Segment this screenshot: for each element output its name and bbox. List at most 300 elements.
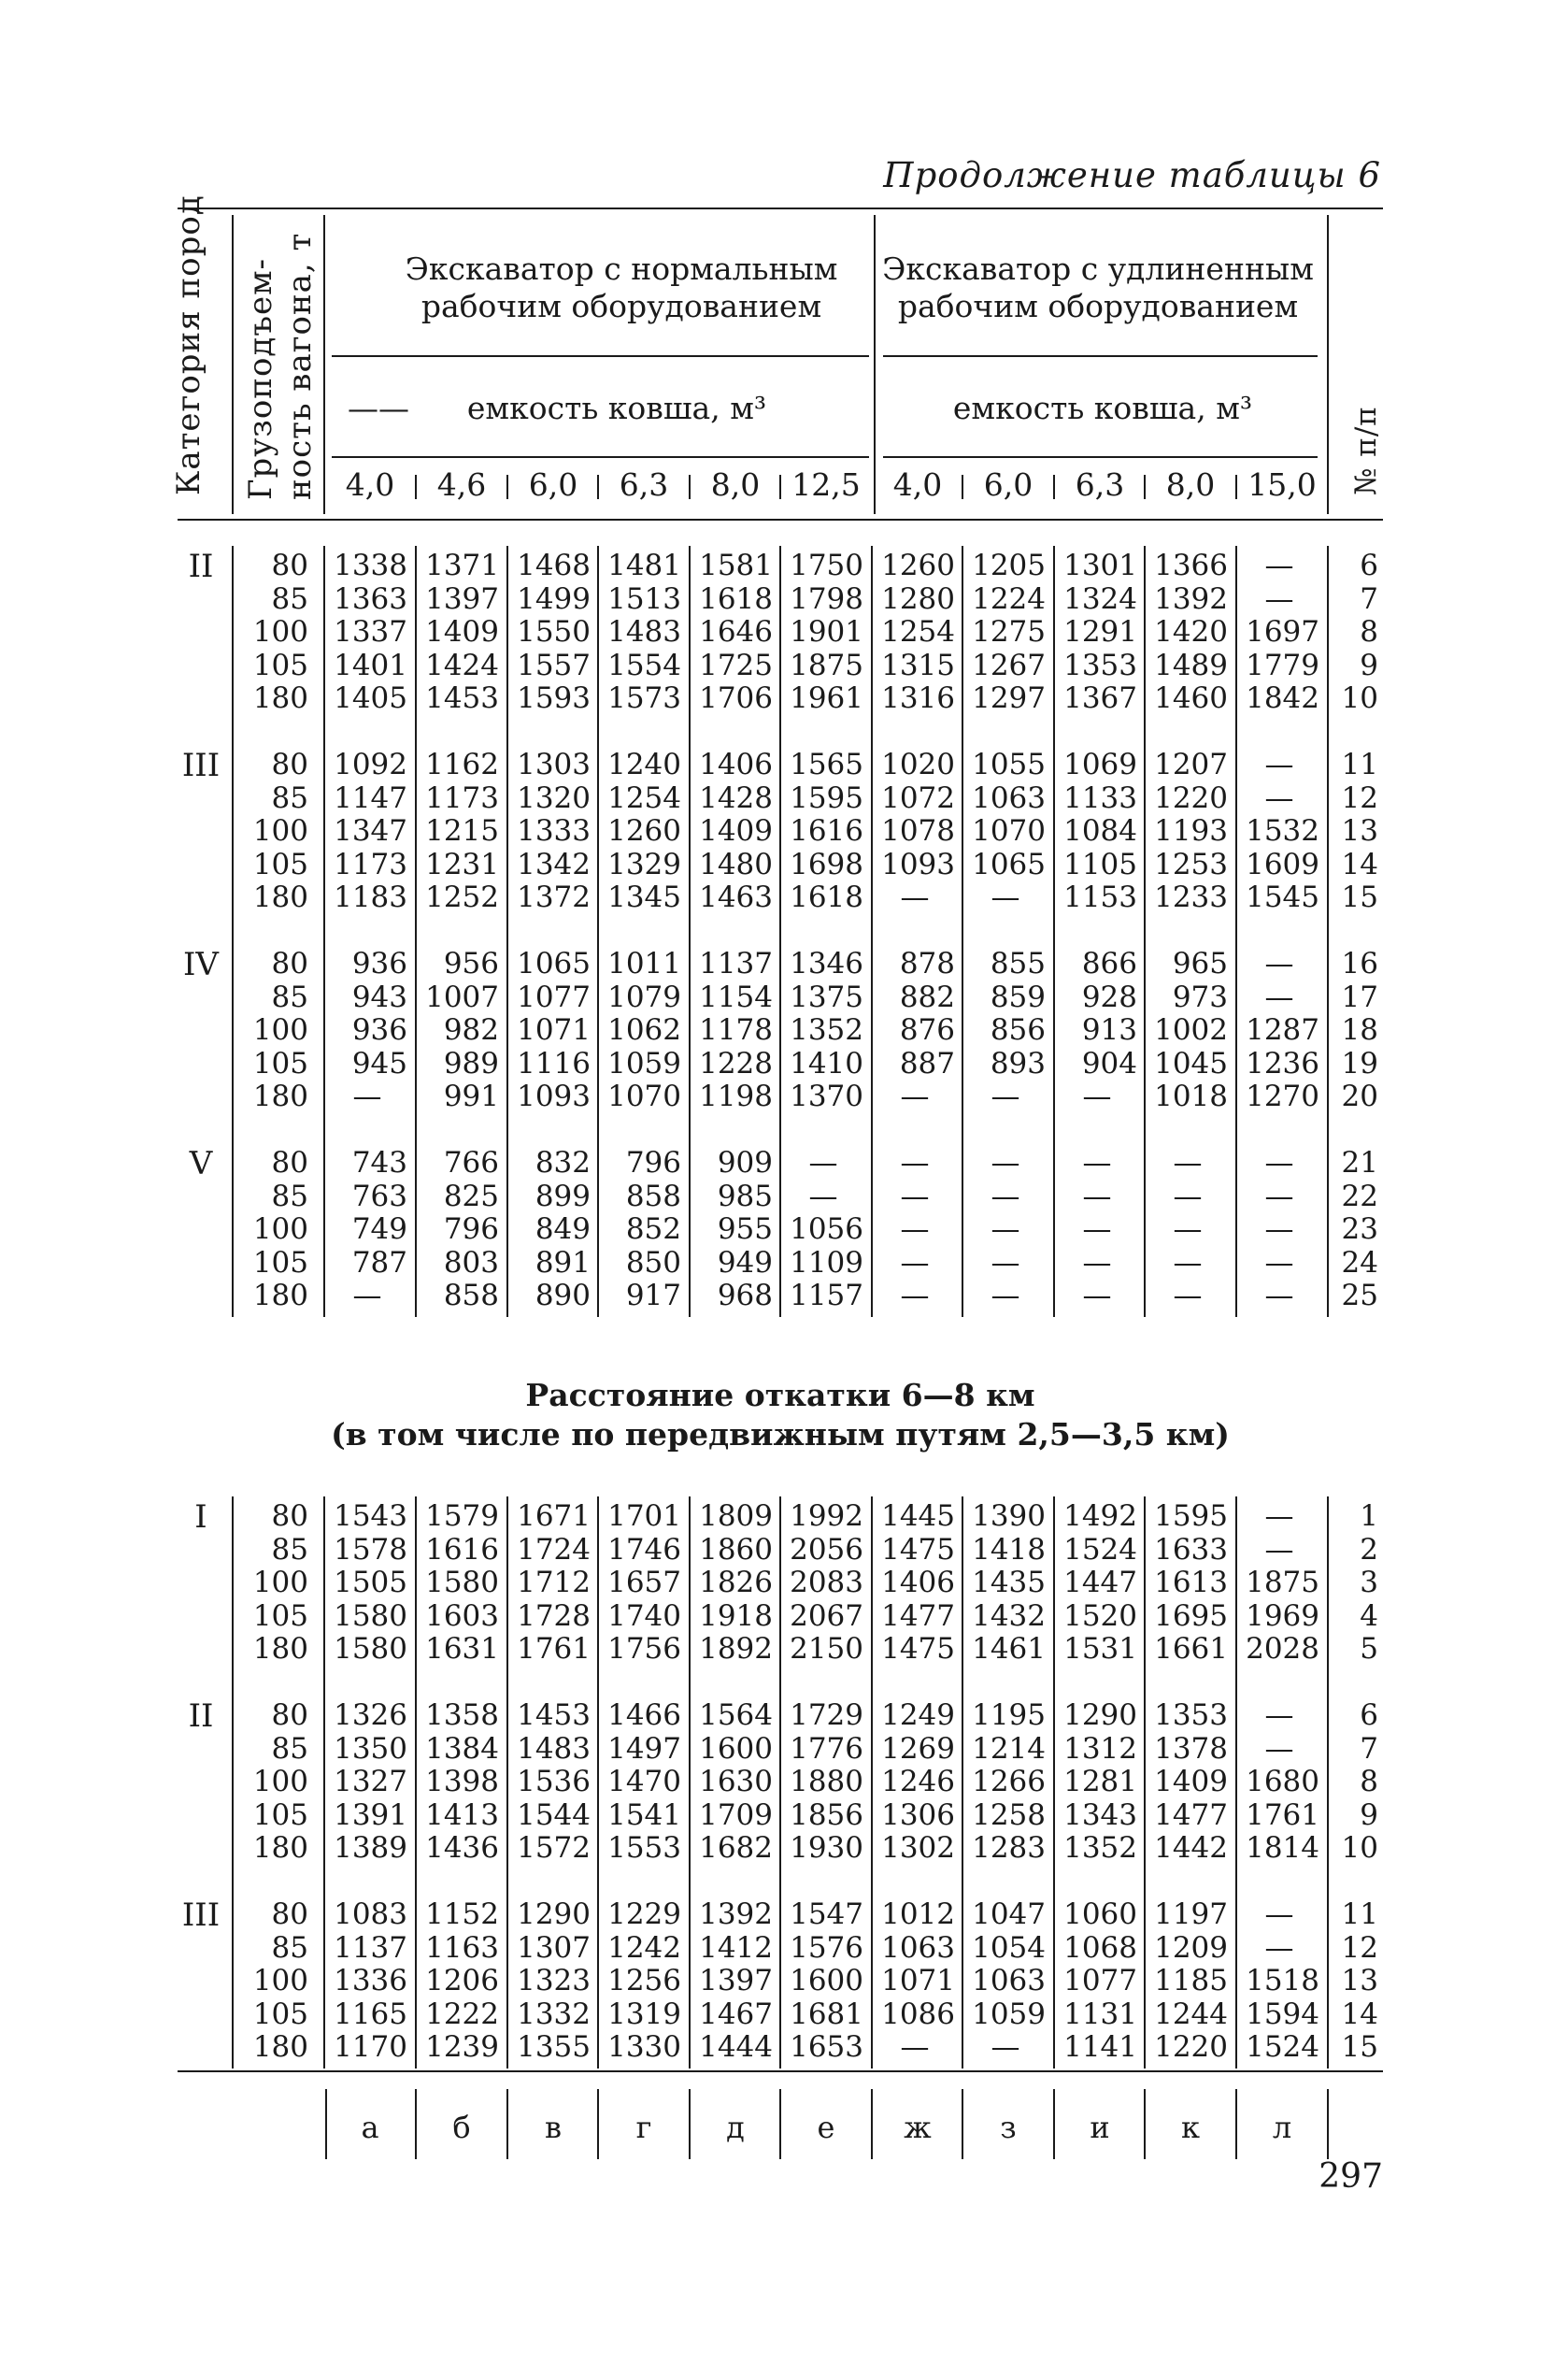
value-cell: 1157 bbox=[790, 1279, 863, 1312]
column-letter: е bbox=[817, 2110, 835, 2145]
value-cell: 1083 bbox=[334, 1897, 407, 1931]
value-cell: 936 bbox=[351, 1013, 407, 1047]
bucket-size-extended: 6,3 bbox=[1075, 466, 1125, 503]
bucket-separator bbox=[1144, 475, 1146, 499]
value-cell: 1524 bbox=[1063, 1532, 1137, 1567]
value-cell: 1579 bbox=[425, 1499, 499, 1533]
value-cell: 1706 bbox=[699, 681, 773, 715]
value-cell: 1392 bbox=[1154, 581, 1228, 616]
value-column bbox=[783, 749, 863, 915]
value-cell: 1842 bbox=[1246, 681, 1319, 715]
value-cell: 1307 bbox=[517, 1930, 591, 1965]
row-number-cell: 13 bbox=[1341, 814, 1378, 848]
bucket-separator bbox=[779, 475, 781, 499]
value-column bbox=[1057, 1898, 1137, 2065]
bucket-separator bbox=[689, 475, 691, 499]
category-label: III bbox=[181, 1897, 221, 1934]
value-cell: 803 bbox=[443, 1245, 499, 1280]
capacity-cell: 100 bbox=[252, 814, 308, 848]
row-number-column bbox=[1332, 948, 1378, 1114]
value-cell: 1224 bbox=[972, 581, 1046, 616]
value-cell: 1337 bbox=[334, 615, 407, 649]
header-divider bbox=[232, 215, 234, 514]
value-cell: 1725 bbox=[699, 648, 773, 682]
value-cell: 1092 bbox=[334, 748, 407, 781]
row-number-cell: 9 bbox=[1360, 648, 1378, 682]
value-cell: 1432 bbox=[972, 1598, 1046, 1633]
value-cell: 1581 bbox=[699, 549, 773, 582]
value-cell: — bbox=[1264, 1279, 1294, 1312]
value-cell: 1405 bbox=[334, 681, 407, 715]
value-cell: — bbox=[1173, 1245, 1203, 1280]
bucket-size-extended: 15,0 bbox=[1247, 466, 1317, 503]
value-column bbox=[783, 550, 863, 716]
value-cell: 766 bbox=[443, 1146, 499, 1180]
value-cell: 1483 bbox=[517, 1731, 591, 1766]
value-cell: 985 bbox=[717, 1179, 773, 1213]
value-cell: 852 bbox=[625, 1212, 681, 1246]
value-cell: 949 bbox=[717, 1245, 773, 1280]
bucket-separator bbox=[506, 475, 508, 499]
value-column bbox=[1147, 550, 1228, 716]
value-cell: 1609 bbox=[1246, 847, 1319, 881]
value-cell: 878 bbox=[899, 947, 955, 981]
value-cell: 956 bbox=[443, 947, 499, 981]
row-number-cell: 21 bbox=[1341, 1146, 1378, 1180]
value-column bbox=[327, 948, 407, 1114]
value-column bbox=[419, 1699, 499, 1866]
value-cell: — bbox=[991, 880, 1020, 914]
value-cell: 965 bbox=[1172, 947, 1228, 981]
header-bucket-rule bbox=[332, 456, 869, 458]
value-cell: 1077 bbox=[517, 980, 591, 1014]
value-cell: 1397 bbox=[699, 1964, 773, 1997]
value-column bbox=[601, 749, 681, 915]
value-cell: 1453 bbox=[425, 681, 499, 715]
value-column bbox=[1057, 1699, 1137, 1866]
value-cell: — bbox=[1264, 1212, 1294, 1246]
value-cell: 1483 bbox=[607, 615, 681, 649]
bucket-size-normal: 8,0 bbox=[710, 466, 761, 503]
value-cell: 1287 bbox=[1246, 1013, 1319, 1047]
value-column bbox=[875, 749, 955, 915]
value-cell: 2150 bbox=[790, 1632, 863, 1666]
value-cell: 1578 bbox=[334, 1532, 407, 1567]
value-cell: 1220 bbox=[1154, 780, 1228, 815]
value-cell: 1193 bbox=[1154, 814, 1228, 848]
value-cell: 1320 bbox=[517, 780, 591, 815]
header-capacity: Грузоподъем-ность вагона, т bbox=[242, 232, 319, 500]
row-number-cell: 4 bbox=[1360, 1598, 1378, 1633]
row-number-cell: 19 bbox=[1341, 1046, 1378, 1081]
value-column bbox=[601, 550, 681, 716]
row-number-column bbox=[1332, 1147, 1378, 1313]
value-cell: 1470 bbox=[607, 1765, 681, 1798]
capacity-cell: 85 bbox=[271, 581, 308, 616]
value-cell: 1631 bbox=[425, 1632, 499, 1666]
value-cell: — bbox=[991, 1279, 1020, 1312]
value-cell: 991 bbox=[443, 1080, 499, 1113]
value-cell: 1315 bbox=[881, 648, 955, 682]
value-cell: — bbox=[1264, 1731, 1294, 1766]
value-cell: 1246 bbox=[881, 1765, 955, 1798]
value-cell: 887 bbox=[899, 1046, 955, 1081]
bucket-size-extended: 4,0 bbox=[892, 466, 943, 503]
row-number-cell: 11 bbox=[1341, 1897, 1378, 1931]
capacity-cell: 180 bbox=[252, 1831, 308, 1865]
value-cell: 1079 bbox=[607, 980, 681, 1014]
row-number-cell: 20 bbox=[1341, 1080, 1378, 1113]
row-number-column bbox=[1332, 1500, 1378, 1667]
capacity-cell: 105 bbox=[252, 1245, 308, 1280]
section-1-column-rule bbox=[962, 546, 963, 1317]
value-cell: 1518 bbox=[1246, 1964, 1319, 1997]
value-cell: 1353 bbox=[1063, 648, 1137, 682]
value-cell: 1616 bbox=[425, 1532, 499, 1567]
value-column bbox=[419, 1147, 499, 1313]
value-cell: 1165 bbox=[334, 1997, 407, 2031]
value-cell: 1358 bbox=[425, 1698, 499, 1732]
value-cell: 1397 bbox=[425, 581, 499, 616]
value-cell: 1209 bbox=[1154, 1930, 1228, 1965]
value-cell: 1254 bbox=[881, 615, 955, 649]
value-cell: 1253 bbox=[1154, 847, 1228, 881]
value-column bbox=[327, 550, 407, 716]
value-cell: 1695 bbox=[1154, 1598, 1228, 1633]
section-2-column-rule bbox=[779, 1496, 781, 2069]
value-column bbox=[510, 1699, 591, 1866]
value-cell: 1969 bbox=[1246, 1598, 1319, 1633]
value-column bbox=[510, 1500, 591, 1667]
value-cell: 1059 bbox=[607, 1046, 681, 1081]
header-dash: —— bbox=[348, 390, 409, 426]
value-cell: 1600 bbox=[699, 1731, 773, 1766]
section-1-column-rule bbox=[1327, 546, 1329, 1317]
value-column bbox=[601, 1147, 681, 1313]
value-cell: — bbox=[1264, 947, 1294, 981]
value-column bbox=[1147, 948, 1228, 1114]
value-cell: 1856 bbox=[790, 1797, 863, 1832]
header-top-rule bbox=[178, 208, 1383, 209]
letter-row-rule bbox=[325, 2089, 327, 2159]
value-cell: 1062 bbox=[607, 1013, 681, 1047]
value-cell: 1480 bbox=[699, 847, 773, 881]
value-column bbox=[1147, 749, 1228, 915]
value-cell: 1594 bbox=[1246, 1997, 1319, 2031]
capacity-cell: 100 bbox=[252, 1964, 308, 1997]
value-cell: 1992 bbox=[790, 1499, 863, 1533]
column-letter: д bbox=[726, 2110, 745, 2145]
value-cell: 1618 bbox=[699, 581, 773, 616]
capacity-cell: 180 bbox=[252, 1632, 308, 1666]
value-cell: 1002 bbox=[1154, 1013, 1228, 1047]
value-cell: 1141 bbox=[1063, 2030, 1137, 2064]
value-cell: — bbox=[900, 1245, 930, 1280]
section-1-column-rule bbox=[415, 546, 417, 1317]
value-cell: 1384 bbox=[425, 1731, 499, 1766]
value-cell: 1047 bbox=[972, 1897, 1046, 1931]
section-2-column-rule bbox=[415, 1496, 417, 2069]
value-cell: 1580 bbox=[425, 1566, 499, 1599]
letter-row-rule bbox=[779, 2089, 781, 2159]
value-cell: 1353 bbox=[1154, 1698, 1228, 1732]
section-2-column-rule bbox=[689, 1496, 691, 2069]
value-cell: 1086 bbox=[881, 1997, 955, 2031]
section-2-column-rule bbox=[1144, 1496, 1146, 2069]
value-column bbox=[327, 749, 407, 915]
row-number-cell: 5 bbox=[1360, 1632, 1378, 1666]
value-column bbox=[327, 1147, 407, 1313]
header-group-rule bbox=[332, 355, 869, 357]
value-cell: 1372 bbox=[517, 880, 591, 914]
capacity-column bbox=[241, 550, 308, 716]
section-2-column-rule bbox=[1053, 1496, 1055, 2069]
value-cell: 1137 bbox=[699, 947, 773, 981]
value-cell: 1547 bbox=[790, 1897, 863, 1931]
value-cell: 1252 bbox=[425, 880, 499, 914]
value-cell: 1420 bbox=[1154, 615, 1228, 649]
table-header bbox=[0, 0, 1568, 523]
value-cell: 1244 bbox=[1154, 1997, 1228, 2031]
value-cell: 1544 bbox=[517, 1797, 591, 1832]
value-cell: 1342 bbox=[517, 847, 591, 881]
section-2-column-rule bbox=[1327, 1496, 1329, 2069]
value-cell: 1256 bbox=[607, 1964, 681, 1997]
value-cell: 1133 bbox=[1063, 780, 1137, 815]
column-letter: ж bbox=[904, 2110, 932, 2145]
value-cell: 787 bbox=[351, 1245, 407, 1280]
value-cell: 1513 bbox=[607, 581, 681, 616]
row-number-cell: 2 bbox=[1360, 1532, 1378, 1567]
value-cell: 1532 bbox=[1246, 814, 1319, 848]
value-cell: 1197 bbox=[1154, 1897, 1228, 1931]
value-cell: 1918 bbox=[699, 1598, 773, 1633]
value-cell: 1712 bbox=[517, 1566, 591, 1599]
header-divider bbox=[1327, 215, 1329, 514]
bucket-size-extended: 6,0 bbox=[983, 466, 1033, 503]
value-column bbox=[1239, 1147, 1319, 1313]
value-cell: — bbox=[1264, 1146, 1294, 1180]
value-cell: 1069 bbox=[1063, 748, 1137, 781]
value-cell: 1301 bbox=[1063, 549, 1137, 582]
row-number-cell: 23 bbox=[1341, 1212, 1378, 1246]
value-cell: 1319 bbox=[607, 1997, 681, 2031]
value-cell: 1059 bbox=[972, 1997, 1046, 2031]
value-cell: 1497 bbox=[607, 1731, 681, 1766]
value-cell: — bbox=[352, 1279, 382, 1312]
value-column bbox=[783, 1898, 863, 2065]
value-cell: 1163 bbox=[425, 1930, 499, 1965]
bucket-separator bbox=[597, 475, 599, 499]
value-cell: — bbox=[900, 1179, 930, 1213]
capacity-column bbox=[241, 749, 308, 915]
value-cell: 1330 bbox=[607, 2030, 681, 2064]
value-cell: 1283 bbox=[972, 1831, 1046, 1865]
value-cell: 1275 bbox=[972, 615, 1046, 649]
value-cell: 749 bbox=[351, 1212, 407, 1246]
value-cell: — bbox=[1082, 1146, 1112, 1180]
value-cell: 1063 bbox=[972, 780, 1046, 815]
value-cell: 825 bbox=[443, 1179, 499, 1213]
bucket-separator bbox=[962, 475, 963, 499]
value-column bbox=[327, 1898, 407, 2065]
value-cell: 2028 bbox=[1246, 1632, 1319, 1666]
value-cell: 1306 bbox=[881, 1797, 955, 1832]
value-cell: 1056 bbox=[790, 1212, 863, 1246]
value-cell: 858 bbox=[625, 1179, 681, 1213]
value-cell: 1565 bbox=[790, 748, 863, 781]
bucket-separator bbox=[1053, 475, 1055, 499]
value-cell: 1595 bbox=[1154, 1499, 1228, 1533]
letter-row-rule bbox=[597, 2089, 599, 2159]
column-letter: б bbox=[452, 2110, 471, 2145]
value-cell: 1392 bbox=[699, 1897, 773, 1931]
value-column bbox=[692, 550, 773, 716]
value-cell: 909 bbox=[717, 1146, 773, 1180]
value-column bbox=[1239, 948, 1319, 1114]
value-cell: 1477 bbox=[881, 1598, 955, 1633]
value-column bbox=[1147, 1147, 1228, 1313]
value-cell: 1280 bbox=[881, 581, 955, 616]
value-cell: — bbox=[900, 1212, 930, 1246]
value-cell: 989 bbox=[443, 1046, 499, 1081]
value-cell: — bbox=[1173, 1279, 1203, 1312]
value-cell: 1412 bbox=[699, 1930, 773, 1965]
capacity-cell: 100 bbox=[252, 615, 308, 649]
section-2-column-rule bbox=[597, 1496, 599, 2069]
value-cell: 1580 bbox=[334, 1632, 407, 1666]
value-cell: 1012 bbox=[881, 1897, 955, 1931]
value-cell: — bbox=[1264, 980, 1294, 1014]
value-cell: — bbox=[352, 1080, 382, 1113]
letter-row-rule bbox=[962, 2089, 963, 2159]
value-cell: 1207 bbox=[1154, 748, 1228, 781]
value-cell: 1409 bbox=[699, 814, 773, 848]
value-column bbox=[601, 1699, 681, 1866]
value-cell: 1618 bbox=[790, 880, 863, 914]
value-cell: — bbox=[1082, 1245, 1112, 1280]
value-cell: — bbox=[900, 1146, 930, 1180]
value-cell: 943 bbox=[351, 980, 407, 1014]
value-cell: 743 bbox=[351, 1146, 407, 1180]
row-number-cell: 25 bbox=[1341, 1279, 1378, 1312]
section-1-column-rule bbox=[232, 546, 234, 1317]
value-column bbox=[1057, 749, 1137, 915]
value-cell: 1593 bbox=[517, 681, 591, 715]
value-cell: 1564 bbox=[699, 1698, 773, 1732]
value-cell: 1332 bbox=[517, 1997, 591, 2031]
value-cell: 1045 bbox=[1154, 1046, 1228, 1081]
value-cell: 955 bbox=[717, 1212, 773, 1246]
value-cell: — bbox=[1264, 1499, 1294, 1533]
value-cell: 1084 bbox=[1063, 814, 1137, 848]
row-number-cell: 15 bbox=[1341, 2030, 1378, 2064]
value-cell: 1109 bbox=[790, 1245, 863, 1280]
capacity-cell: 85 bbox=[271, 1532, 308, 1567]
value-cell: 1576 bbox=[790, 1930, 863, 1965]
page-number: 297 bbox=[1319, 2157, 1383, 2196]
row-number-column bbox=[1332, 1699, 1378, 1866]
value-column bbox=[601, 948, 681, 1114]
row-number-cell: 14 bbox=[1341, 1997, 1378, 2031]
value-cell: 1266 bbox=[972, 1765, 1046, 1798]
capacity-cell: 85 bbox=[271, 980, 308, 1014]
value-cell: 1409 bbox=[1154, 1765, 1228, 1798]
value-cell: — bbox=[1264, 581, 1294, 616]
value-cell: 1055 bbox=[972, 748, 1046, 781]
value-cell: 876 bbox=[899, 1013, 955, 1047]
value-cell: 1303 bbox=[517, 748, 591, 781]
value-cell: 1239 bbox=[425, 2030, 499, 2064]
value-cell: — bbox=[808, 1179, 838, 1213]
value-cell: 1137 bbox=[334, 1930, 407, 1965]
value-column bbox=[1147, 1500, 1228, 1667]
value-column bbox=[965, 948, 1046, 1114]
value-cell: 1481 bbox=[607, 549, 681, 582]
value-cell: 1228 bbox=[699, 1046, 773, 1081]
value-column bbox=[875, 1147, 955, 1313]
row-number-cell: 11 bbox=[1341, 748, 1378, 781]
bucket-separator bbox=[1235, 475, 1237, 499]
value-cell: 1152 bbox=[425, 1897, 499, 1931]
value-column bbox=[510, 1898, 591, 2065]
letter-row-rule bbox=[1327, 2089, 1329, 2159]
value-cell: 1728 bbox=[517, 1598, 591, 1633]
capacity-column bbox=[241, 1699, 308, 1866]
value-cell: 1524 bbox=[1246, 2030, 1319, 2064]
value-cell: 1371 bbox=[425, 549, 499, 582]
value-cell: 1390 bbox=[972, 1499, 1046, 1533]
value-cell: 1054 bbox=[972, 1930, 1046, 1965]
value-cell: 1269 bbox=[881, 1731, 955, 1766]
section-1-column-rule bbox=[597, 546, 599, 1317]
header-bottom-rule bbox=[178, 519, 1383, 521]
header-row-number: № п/п bbox=[1349, 406, 1383, 495]
section-2-title-line1: Расстояние откатки 6—8 км bbox=[525, 1377, 1035, 1413]
value-cell: 1249 bbox=[881, 1698, 955, 1732]
value-cell: 1798 bbox=[790, 581, 863, 616]
value-cell: 1475 bbox=[881, 1532, 955, 1567]
value-cell: 1761 bbox=[517, 1632, 591, 1666]
capacity-cell: 80 bbox=[271, 1897, 308, 1931]
value-cell: — bbox=[1264, 1930, 1294, 1965]
value-cell: — bbox=[991, 1212, 1020, 1246]
value-column bbox=[419, 1898, 499, 2065]
value-cell: 1428 bbox=[699, 780, 773, 815]
value-cell: 1233 bbox=[1154, 880, 1228, 914]
value-cell: 1860 bbox=[699, 1532, 773, 1567]
value-cell: 1270 bbox=[1246, 1080, 1319, 1113]
table-continuation-caption: Продолжение таблицы 6 bbox=[883, 155, 1381, 195]
value-cell: 1776 bbox=[790, 1731, 863, 1766]
value-cell: 945 bbox=[351, 1046, 407, 1081]
value-cell: 1343 bbox=[1063, 1797, 1137, 1832]
value-cell: — bbox=[900, 880, 930, 914]
row-number-cell: 14 bbox=[1341, 847, 1378, 881]
value-cell: 1350 bbox=[334, 1731, 407, 1766]
capacity-cell: 80 bbox=[271, 947, 308, 981]
capacity-cell: 105 bbox=[252, 648, 308, 682]
value-column bbox=[783, 1500, 863, 1667]
capacity-column bbox=[241, 1500, 308, 1667]
value-cell: 968 bbox=[717, 1279, 773, 1312]
value-cell: 1709 bbox=[699, 1797, 773, 1832]
value-column bbox=[327, 1500, 407, 1667]
value-cell: 1453 bbox=[517, 1698, 591, 1732]
value-cell: — bbox=[1082, 1279, 1112, 1312]
value-cell: 1413 bbox=[425, 1797, 499, 1832]
value-cell: 891 bbox=[535, 1245, 591, 1280]
